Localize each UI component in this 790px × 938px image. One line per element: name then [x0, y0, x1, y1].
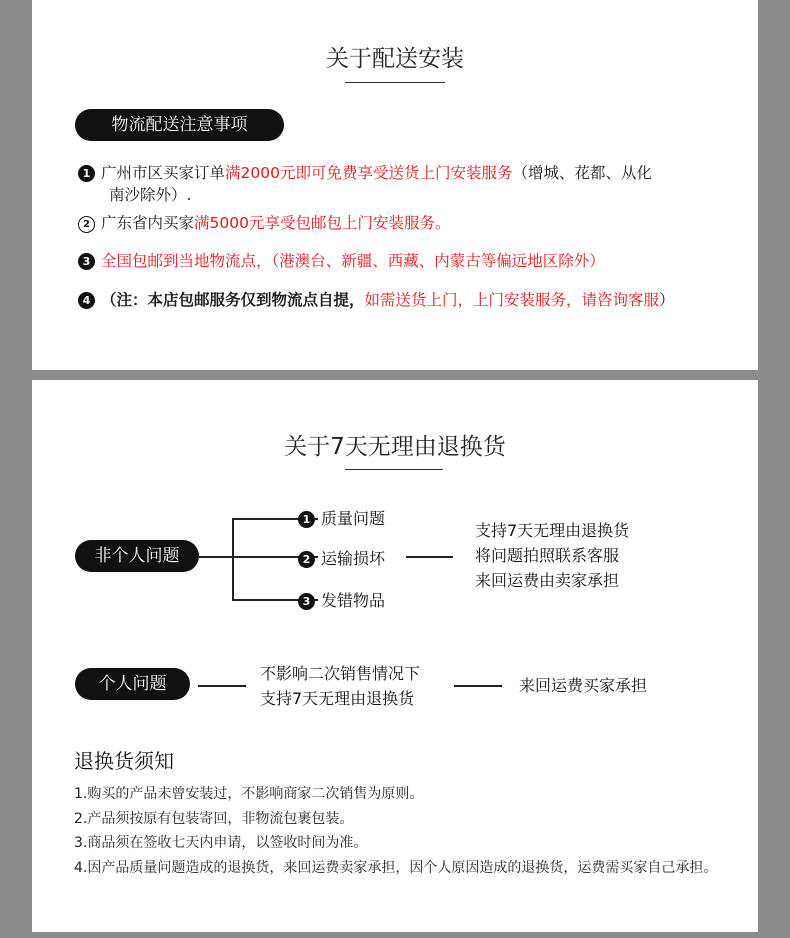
note-item: 1.购买的产品未曾安装过，不影响商家二次销售为原则。 — [74, 786, 424, 802]
number-3-icon: 3 — [298, 593, 315, 610]
number-4-icon: 4 — [78, 292, 95, 309]
non-personal-result: 支持7天无理由退换货 将问题拍照联系客服 来回运费由卖家承担 — [475, 521, 630, 590]
delivery-panel — [32, 0, 758, 370]
delivery-title: 关于配送安装 — [326, 46, 464, 72]
note-item: 4.因产品质量问题造成的退换货，来回运费卖家承担，因个人原因造成的退换货，运费需买家自己承担。 — [74, 860, 718, 876]
number-2-icon: 2 — [298, 551, 315, 568]
returns-title: 关于7天无理由退换货 — [284, 434, 506, 460]
number-1-icon: 1 — [298, 511, 315, 528]
delivery-item-3: 3 全国包邮到当地物流点，（港澳台、新疆、西藏、内蒙古等偏远地区除外） — [78, 250, 605, 272]
reason-quality: 1 质量问题 — [298, 509, 385, 529]
personal-result: 来回运费买家承担 — [519, 676, 648, 695]
delivery-item-2: 2 广东省内买家满5000元享受包邮包上门安装服务。 — [78, 212, 450, 234]
title-underline — [345, 82, 445, 83]
notes-title: 退换货须知 — [74, 749, 174, 773]
returns-panel — [32, 380, 758, 932]
connector-line — [454, 685, 502, 687]
delivery-item-4: 4 （注：本店包邮服务仅到物流点自提，如需送货上门，上门安装服务，请咨询客服） — [78, 289, 675, 311]
reason-transport: 2 运输损坏 — [298, 549, 385, 569]
personal-tag: 个人问题 — [75, 668, 190, 700]
connector-line — [199, 556, 233, 558]
number-3-icon: 3 — [78, 253, 95, 270]
non-personal-tag: 非个人问题 — [75, 540, 199, 572]
number-2-icon: 2 — [78, 216, 95, 233]
title-underline — [345, 469, 443, 470]
personal-condition: 不影响二次销售情况下 支持7天无理由退换货 — [260, 664, 421, 708]
note-item: 3.商品须在签收七天内申请，以签收时间为准。 — [74, 835, 368, 851]
connector-line — [406, 556, 453, 558]
reason-wrong-item: 3 发错物品 — [298, 591, 385, 611]
number-1-icon: 1 — [78, 165, 95, 182]
connector-line — [198, 685, 246, 687]
delivery-item-1: 1 广州市区买家订单满2000元即可免费享受送货上门安装服务（增城、花都、从化 南沙除外）. — [78, 162, 748, 206]
connector-line — [232, 518, 234, 600]
logistics-tag: 物流配送注意事项 — [75, 109, 284, 141]
note-item: 2.产品须按原有包装寄回，非物流包裹包装。 — [74, 811, 354, 827]
